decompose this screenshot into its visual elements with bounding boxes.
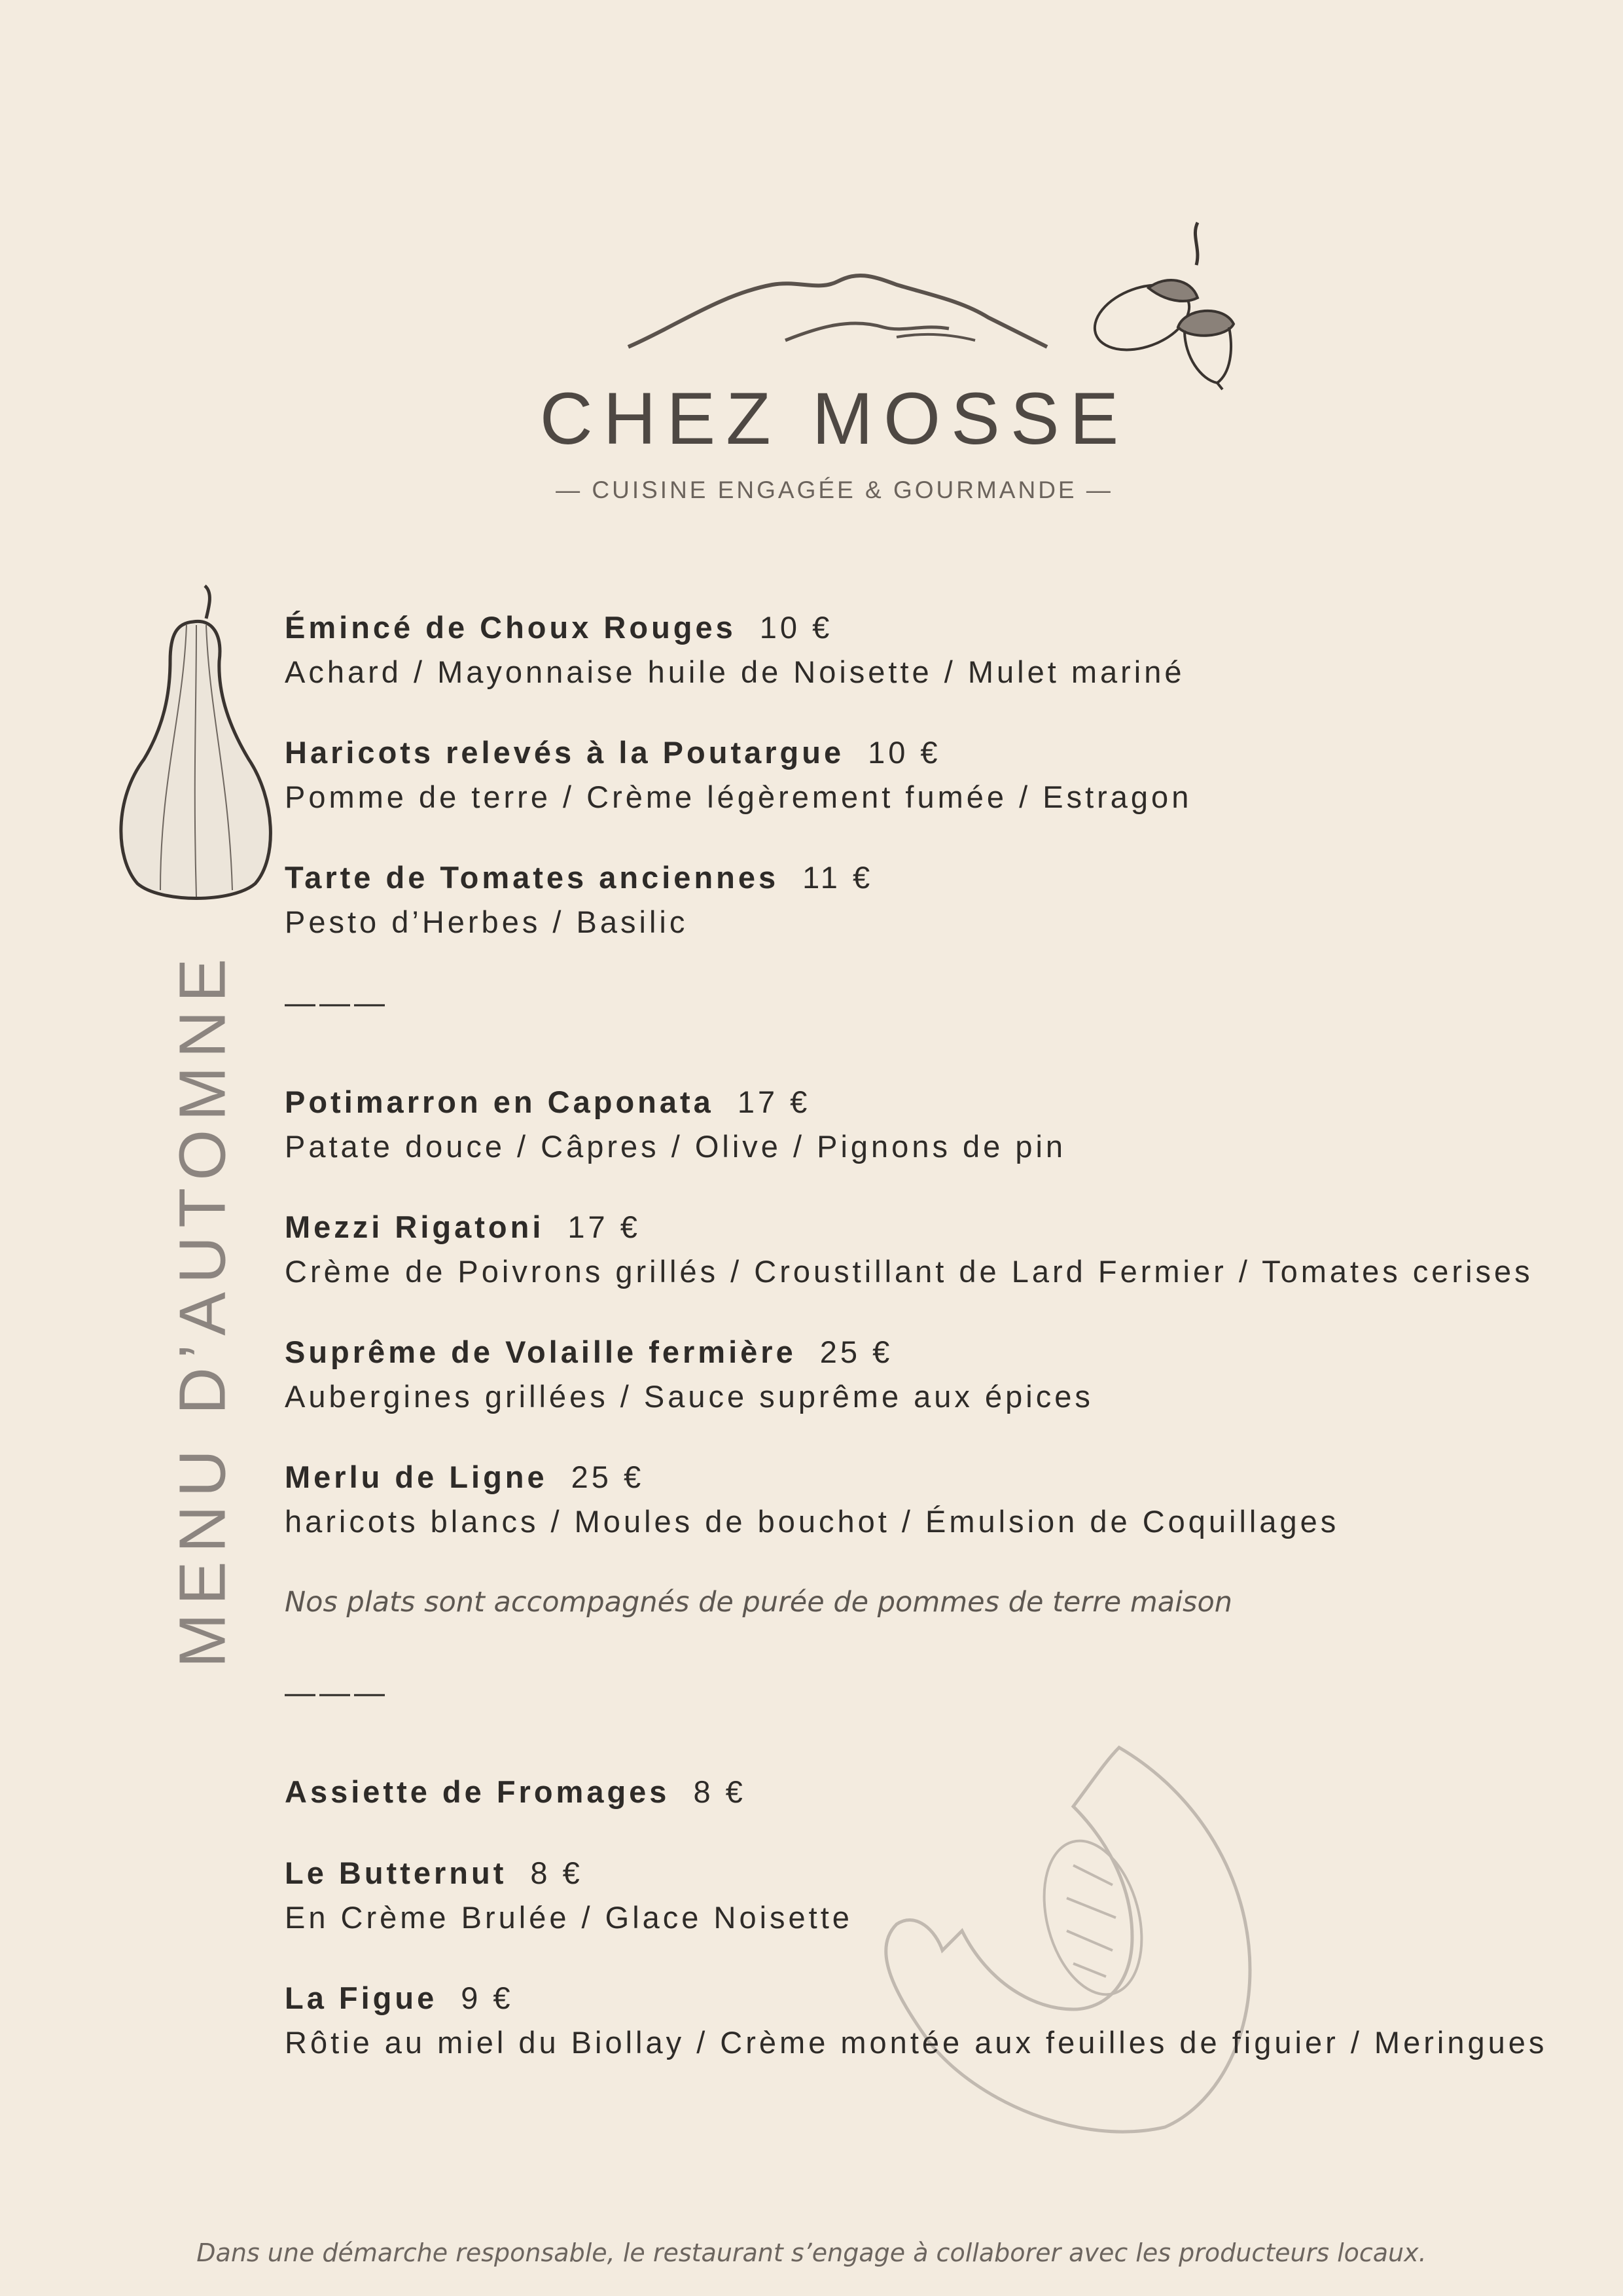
- dish-name: Potimarron en Caponata: [285, 1085, 714, 1119]
- dish-description: Achard / Mayonnaise huile de Noisette / Mulet mariné: [285, 655, 1185, 689]
- dish-description: Pesto d’Herbes / Basilic: [285, 905, 688, 939]
- dish: [285, 1080, 1587, 1168]
- dish-price: 17 €: [567, 1210, 641, 1244]
- dish: [285, 855, 1587, 944]
- section-separator: ———: [285, 985, 389, 1020]
- restaurant-tagline: — CUISINE ENGAGÉE & GOURMANDE —: [556, 476, 1113, 503]
- acorns-icon: [1086, 216, 1257, 393]
- dish: [285, 1205, 1587, 1293]
- dish: [285, 1851, 1587, 1939]
- dish-name: Haricots relevés à la Poutargue: [285, 735, 845, 770]
- dish: [285, 605, 1587, 694]
- dish-price: 9 €: [461, 1981, 514, 2015]
- footer-note: Dans une démarche responsable, le restaurant s’engage à collaborer avec les producteurs locaux.: [196, 2238, 1427, 2267]
- dish-name: Émincé de Choux Rouges: [285, 610, 736, 645]
- dish-name: Assiette de Fromages: [285, 1774, 670, 1809]
- dish: [285, 1976, 1587, 2064]
- dish-name: Merlu de Ligne: [285, 1460, 548, 1494]
- dish-price: 17 €: [737, 1085, 811, 1119]
- dish: [285, 1330, 1587, 1418]
- menu-list: [285, 605, 1587, 2101]
- butternut-squash-icon: [115, 583, 275, 903]
- dish-price: 10 €: [759, 610, 833, 645]
- side-dish-note: Nos plats sont accompagnés de purée de pommes de terre maison: [285, 1586, 1233, 1619]
- dish-description: haricots blancs / Moules de bouchot / Émulsion de Coquillages: [285, 1504, 1340, 1539]
- mountain-logo-icon: [622, 255, 1054, 353]
- section-separator: ———: [285, 1675, 389, 1710]
- dish-name: Le Butternut: [285, 1856, 507, 1890]
- dish-price: 11 €: [802, 860, 874, 895]
- dish-price: 25 €: [571, 1460, 645, 1494]
- dish-description: Patate douce / Câpres / Olive / Pignons de pin: [285, 1129, 1067, 1164]
- dish-description: Rôtie au miel du Biollay / Crème montée aux feuilles de figuier / Meringues: [285, 2025, 1548, 2060]
- restaurant-name: CHEZ MOSSE: [539, 378, 1130, 459]
- dish-price: 25 €: [819, 1335, 893, 1369]
- menu-side-title: MENU D’AUTOMNE: [166, 950, 240, 1668]
- dish-name: Suprême de Volaille fermière: [285, 1335, 796, 1369]
- dish: [285, 1455, 1587, 1543]
- dish-name: Mezzi Rigatoni: [285, 1210, 544, 1244]
- dish-description: Crème de Poivrons grillés / Croustillant de Lard Fermier / Tomates cerises: [285, 1254, 1533, 1289]
- dish-description: Pomme de terre / Crème légèrement fumée / Estragon: [285, 780, 1192, 814]
- dish: [285, 1770, 1587, 1814]
- dish-name: Tarte de Tomates anciennes: [285, 860, 779, 895]
- dish: [285, 730, 1587, 819]
- dish-description: En Crème Brulée / Glace Noisette: [285, 1900, 853, 1935]
- dish-price: 10 €: [868, 735, 941, 770]
- dish-description: Aubergines grillées / Sauce suprême aux épices: [285, 1379, 1094, 1414]
- dish-price: 8 €: [693, 1774, 746, 1809]
- dish-price: 8 €: [530, 1856, 583, 1890]
- dish-name: La Figue: [285, 1981, 438, 2015]
